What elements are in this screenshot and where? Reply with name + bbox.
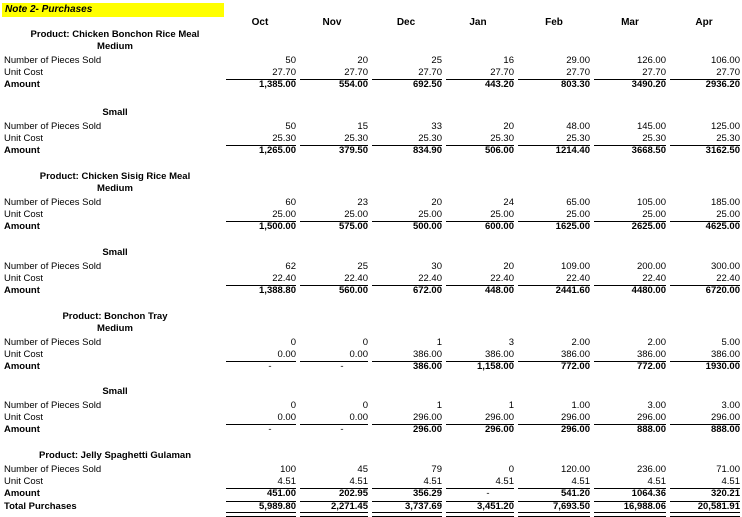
total-purchases-label: Total Purchases — [4, 501, 77, 512]
cell-pieces: 5.00 — [721, 337, 740, 348]
note-title: Note 2- Purchases — [5, 4, 93, 15]
cell-amount: 2441.60 — [555, 285, 590, 296]
month-header-mar: Mar — [621, 17, 639, 28]
cell-unit-cost: 22.40 — [418, 273, 442, 284]
cell-amount: 1,158.00 — [477, 361, 514, 372]
cell-unit-cost: 386.00 — [710, 349, 740, 360]
amount-underline — [446, 79, 514, 80]
amount-underline — [594, 79, 666, 80]
cell-pieces: 20 — [357, 55, 368, 66]
cell-pieces: 15 — [357, 121, 368, 132]
cell-unit-cost: 25.30 — [272, 133, 296, 144]
cell-amount: 888.00 — [710, 424, 740, 435]
cell-amount: 3668.50 — [631, 145, 666, 156]
total-top-rule — [594, 501, 666, 502]
cell-pieces: 125.00 — [710, 121, 740, 132]
amount-underline — [670, 488, 740, 489]
cell-unit-cost: 4.51 — [495, 476, 514, 487]
amount-underline — [300, 285, 368, 286]
cell-pieces: 16 — [503, 55, 514, 66]
amount-underline — [670, 221, 740, 222]
cell-unit-cost: 27.70 — [716, 67, 740, 78]
amount-underline — [594, 361, 666, 362]
row-label-unit-cost: Unit Cost — [4, 133, 44, 144]
cell-pieces: 105.00 — [636, 197, 666, 208]
cell-amount: 834.90 — [412, 145, 442, 156]
month-header-nov: Nov — [322, 17, 342, 28]
row-label-pieces: Number of Pieces Sold — [4, 121, 102, 132]
row-label-amount: Amount — [4, 285, 40, 296]
section-size-label: Medium — [97, 183, 133, 194]
amount-underline — [372, 285, 442, 286]
cell-unit-cost: 296.00 — [412, 412, 442, 423]
cell-amount: - — [268, 424, 272, 435]
cell-amount: 3162.50 — [705, 145, 740, 156]
row-label-pieces: Number of Pieces Sold — [4, 464, 102, 475]
cell-unit-cost: 22.40 — [344, 273, 368, 284]
cell-amount: 451.00 — [266, 488, 296, 499]
amount-underline — [446, 424, 514, 425]
cell-unit-cost: 0.00 — [349, 349, 368, 360]
row-label-unit-cost: Unit Cost — [4, 273, 44, 284]
amount-underline — [670, 145, 740, 146]
month-header-oct: Oct — [251, 17, 269, 28]
cell-amount: 506.00 — [484, 145, 514, 156]
cell-unit-cost: 22.40 — [642, 273, 666, 284]
cell-pieces: 1.00 — [571, 400, 590, 411]
month-header-feb: Feb — [545, 17, 563, 28]
cell-unit-cost: 25.30 — [566, 133, 590, 144]
month-header-apr: Apr — [695, 17, 713, 28]
cell-unit-cost: 27.70 — [566, 67, 590, 78]
cell-unit-cost: 296.00 — [484, 412, 514, 423]
cell-amount: 379.50 — [338, 145, 368, 156]
cell-pieces: 145.00 — [636, 121, 666, 132]
section-product-title: Product: Bonchon Tray — [62, 311, 168, 322]
total-top-rule — [670, 501, 740, 502]
cell-unit-cost: 4.51 — [423, 476, 442, 487]
row-label-amount: Amount — [4, 488, 40, 499]
total-top-rule — [300, 501, 368, 502]
amount-underline — [300, 361, 368, 362]
cell-pieces: 25 — [431, 55, 442, 66]
cell-pieces: 2.00 — [571, 337, 590, 348]
cell-amount: - — [486, 488, 490, 499]
cell-unit-cost: 27.70 — [344, 67, 368, 78]
amount-underline — [670, 361, 740, 362]
cell-pieces: 25 — [357, 261, 368, 272]
row-label-amount: Amount — [4, 221, 40, 232]
cell-unit-cost: 4.51 — [647, 476, 666, 487]
cell-pieces: 0 — [290, 337, 296, 348]
total-top-rule — [446, 501, 514, 502]
cell-pieces: 3 — [508, 337, 514, 348]
cell-amount: - — [340, 424, 344, 435]
cell-pieces: 62 — [285, 261, 296, 272]
cell-amount: 6720.00 — [705, 285, 740, 296]
cell-pieces: 29.00 — [566, 55, 590, 66]
cell-unit-cost: 296.00 — [710, 412, 740, 423]
amount-underline — [594, 424, 666, 425]
month-header-jan: Jan — [469, 17, 487, 28]
cell-amount: 1930.00 — [705, 361, 740, 372]
cell-unit-cost: 27.70 — [272, 67, 296, 78]
cell-pieces: 23 — [357, 197, 368, 208]
cell-amount: 575.00 — [338, 221, 368, 232]
cell-amount: 2625.00 — [631, 221, 666, 232]
total-top-rule — [372, 501, 442, 502]
cell-amount: - — [340, 361, 344, 372]
amount-underline — [446, 361, 514, 362]
cell-amount: 600.00 — [484, 221, 514, 232]
cell-pieces: 1 — [508, 400, 514, 411]
cell-amount: 672.00 — [412, 285, 442, 296]
cell-unit-cost: 4.51 — [349, 476, 368, 487]
cell-unit-cost: 25.30 — [716, 133, 740, 144]
section-size-label: Small — [102, 107, 128, 118]
amount-underline — [226, 221, 296, 222]
amount-underline — [518, 424, 590, 425]
cell-amount: 1625.00 — [555, 221, 590, 232]
cell-pieces: 45 — [357, 464, 368, 475]
section-product-title: Product: Jelly Spaghetti Gulaman — [38, 450, 192, 461]
row-label-unit-cost: Unit Cost — [4, 209, 44, 220]
cell-pieces: 106.00 — [710, 55, 740, 66]
cell-amount: 1064.36 — [631, 488, 666, 499]
row-label-amount: Amount — [4, 424, 40, 435]
cell-pieces: 65.00 — [566, 197, 590, 208]
amount-underline — [670, 424, 740, 425]
cell-unit-cost: 296.00 — [636, 412, 666, 423]
section-size-label: Medium — [97, 323, 133, 334]
cell-pieces: 0 — [362, 337, 368, 348]
cell-pieces: 1 — [436, 337, 442, 348]
cell-unit-cost: 25.30 — [490, 133, 514, 144]
cell-amount: 356.29 — [412, 488, 442, 499]
cell-amount: 320.21 — [710, 488, 740, 499]
row-label-unit-cost: Unit Cost — [4, 67, 44, 78]
amount-underline — [594, 221, 666, 222]
row-label-pieces: Number of Pieces Sold — [4, 55, 102, 66]
amount-underline — [670, 79, 740, 80]
cell-pieces: 3.00 — [647, 400, 666, 411]
cell-pieces: 185.00 — [710, 197, 740, 208]
row-label-pieces: Number of Pieces Sold — [4, 400, 102, 411]
cell-unit-cost: 386.00 — [412, 349, 442, 360]
amount-underline — [594, 285, 666, 286]
cell-total: 7,693.50 — [553, 501, 590, 512]
cell-total: 16,988.06 — [623, 501, 666, 512]
cell-total: 20,581.91 — [697, 501, 740, 512]
cell-pieces: 120.00 — [560, 464, 590, 475]
row-label-unit-cost: Unit Cost — [4, 476, 44, 487]
cell-unit-cost: 0.00 — [277, 349, 296, 360]
amount-underline — [594, 488, 666, 489]
cell-pieces: 0 — [362, 400, 368, 411]
cell-amount: 1,388.80 — [259, 285, 296, 296]
cell-unit-cost: 25.30 — [642, 133, 666, 144]
amount-underline — [226, 145, 296, 146]
cell-amount: 888.00 — [636, 424, 666, 435]
amount-underline — [372, 221, 442, 222]
cell-pieces: 30 — [431, 261, 442, 272]
cell-amount: 560.00 — [338, 285, 368, 296]
amount-underline — [670, 285, 740, 286]
cell-amount: 4480.00 — [631, 285, 666, 296]
cell-amount: 296.00 — [560, 424, 590, 435]
cell-amount: 554.00 — [338, 79, 368, 90]
section-product-title: Product: Chicken Sisig Rice Meal — [39, 171, 191, 182]
month-header-dec: Dec — [396, 17, 416, 28]
cell-unit-cost: 22.40 — [716, 273, 740, 284]
cell-pieces: 3.00 — [721, 400, 740, 411]
cell-pieces: 20 — [431, 197, 442, 208]
cell-amount: 3490.20 — [631, 79, 666, 90]
cell-unit-cost: 25.30 — [418, 133, 442, 144]
cell-unit-cost: 22.40 — [490, 273, 514, 284]
cell-amount: 202.95 — [338, 488, 368, 499]
cell-pieces: 1 — [436, 400, 442, 411]
row-label-pieces: Number of Pieces Sold — [4, 197, 102, 208]
row-label-pieces: Number of Pieces Sold — [4, 337, 102, 348]
cell-unit-cost: 25.00 — [716, 209, 740, 220]
cell-unit-cost: 22.40 — [272, 273, 296, 284]
cell-amount: 1,265.00 — [259, 145, 296, 156]
cell-pieces: 2.00 — [647, 337, 666, 348]
cell-total: 2,271.45 — [331, 501, 368, 512]
cell-amount: 448.00 — [484, 285, 514, 296]
cell-unit-cost: 25.00 — [566, 209, 590, 220]
amount-underline — [518, 221, 590, 222]
cell-unit-cost: 25.00 — [642, 209, 666, 220]
cell-unit-cost: 25.00 — [490, 209, 514, 220]
section-size-label: Small — [102, 386, 128, 397]
cell-pieces: 20 — [503, 261, 514, 272]
cell-pieces: 24 — [503, 197, 514, 208]
amount-underline — [446, 488, 514, 489]
cell-amount: 541.20 — [560, 488, 590, 499]
cell-pieces: 100 — [280, 464, 296, 475]
row-label-pieces: Number of Pieces Sold — [4, 261, 102, 272]
cell-amount: 296.00 — [484, 424, 514, 435]
cell-unit-cost: 386.00 — [560, 349, 590, 360]
amount-underline — [226, 285, 296, 286]
cell-pieces: 60 — [285, 197, 296, 208]
cell-unit-cost: 25.00 — [272, 209, 296, 220]
amount-underline — [300, 424, 368, 425]
cell-unit-cost: 0.00 — [277, 412, 296, 423]
cell-amount: 296.00 — [412, 424, 442, 435]
cell-pieces: 236.00 — [636, 464, 666, 475]
cell-unit-cost: 22.40 — [566, 273, 590, 284]
row-label-amount: Amount — [4, 361, 40, 372]
cell-unit-cost: 4.51 — [571, 476, 590, 487]
amount-underline — [518, 285, 590, 286]
cell-unit-cost: 4.51 — [277, 476, 296, 487]
cell-amount: 500.00 — [412, 221, 442, 232]
cell-unit-cost: 386.00 — [636, 349, 666, 360]
cell-unit-cost: 27.70 — [418, 67, 442, 78]
cell-amount: 772.00 — [560, 361, 590, 372]
amount-underline — [300, 221, 368, 222]
cell-pieces: 33 — [431, 121, 442, 132]
cell-unit-cost: 27.70 — [490, 67, 514, 78]
cell-unit-cost: 25.30 — [344, 133, 368, 144]
cell-pieces: 71.00 — [716, 464, 740, 475]
cell-amount: 1,385.00 — [259, 79, 296, 90]
cell-amount: 443.20 — [484, 79, 514, 90]
amount-underline — [518, 145, 590, 146]
amount-underline — [226, 488, 296, 489]
cell-pieces: 50 — [285, 55, 296, 66]
amount-underline — [446, 145, 514, 146]
cell-amount: 803.30 — [560, 79, 590, 90]
row-label-unit-cost: Unit Cost — [4, 349, 44, 360]
cell-amount: 1,500.00 — [259, 221, 296, 232]
cell-pieces: 109.00 — [560, 261, 590, 272]
cell-amount: 2936.20 — [705, 79, 740, 90]
cell-amount: 692.50 — [412, 79, 442, 90]
cell-unit-cost: 25.00 — [344, 209, 368, 220]
cell-unit-cost: 25.00 — [418, 209, 442, 220]
total-top-rule — [518, 501, 590, 502]
amount-underline — [446, 285, 514, 286]
cell-unit-cost: 386.00 — [484, 349, 514, 360]
cell-total: 3,737.69 — [405, 501, 442, 512]
row-label-amount: Amount — [4, 145, 40, 156]
section-product-title: Product: Chicken Bonchon Rice Meal — [30, 29, 200, 40]
cell-total: 3,451.20 — [477, 501, 514, 512]
amount-underline — [372, 424, 442, 425]
amount-underline — [518, 361, 590, 362]
cell-pieces: 50 — [285, 121, 296, 132]
cell-amount: 4625.00 — [705, 221, 740, 232]
amount-underline — [226, 79, 296, 80]
amount-underline — [372, 145, 442, 146]
total-top-rule — [226, 501, 296, 502]
cell-pieces: 0 — [508, 464, 514, 475]
amount-underline — [518, 488, 590, 489]
cell-amount: 386.00 — [412, 361, 442, 372]
amount-underline — [446, 221, 514, 222]
cell-amount: - — [268, 361, 272, 372]
amount-underline — [300, 79, 368, 80]
amount-underline — [594, 145, 666, 146]
amount-underline — [300, 488, 368, 489]
amount-underline — [518, 79, 590, 80]
cell-total: 5,989.80 — [259, 501, 296, 512]
cell-unit-cost: 0.00 — [349, 412, 368, 423]
cell-pieces: 20 — [503, 121, 514, 132]
amount-underline — [372, 361, 442, 362]
amount-underline — [372, 79, 442, 80]
cell-unit-cost: 27.70 — [642, 67, 666, 78]
cell-unit-cost: 296.00 — [560, 412, 590, 423]
cell-pieces: 126.00 — [636, 55, 666, 66]
cell-pieces: 300.00 — [710, 261, 740, 272]
section-size-label: Small — [102, 247, 128, 258]
cell-amount: 1214.40 — [555, 145, 590, 156]
cell-pieces: 79 — [431, 464, 442, 475]
cell-pieces: 48.00 — [566, 121, 590, 132]
cell-pieces: 200.00 — [636, 261, 666, 272]
amount-underline — [300, 145, 368, 146]
cell-pieces: 0 — [290, 400, 296, 411]
row-label-amount: Amount — [4, 79, 40, 90]
row-label-unit-cost: Unit Cost — [4, 412, 44, 423]
cell-unit-cost: 4.51 — [721, 476, 740, 487]
section-size-label: Medium — [97, 41, 133, 52]
cell-amount: 772.00 — [636, 361, 666, 372]
